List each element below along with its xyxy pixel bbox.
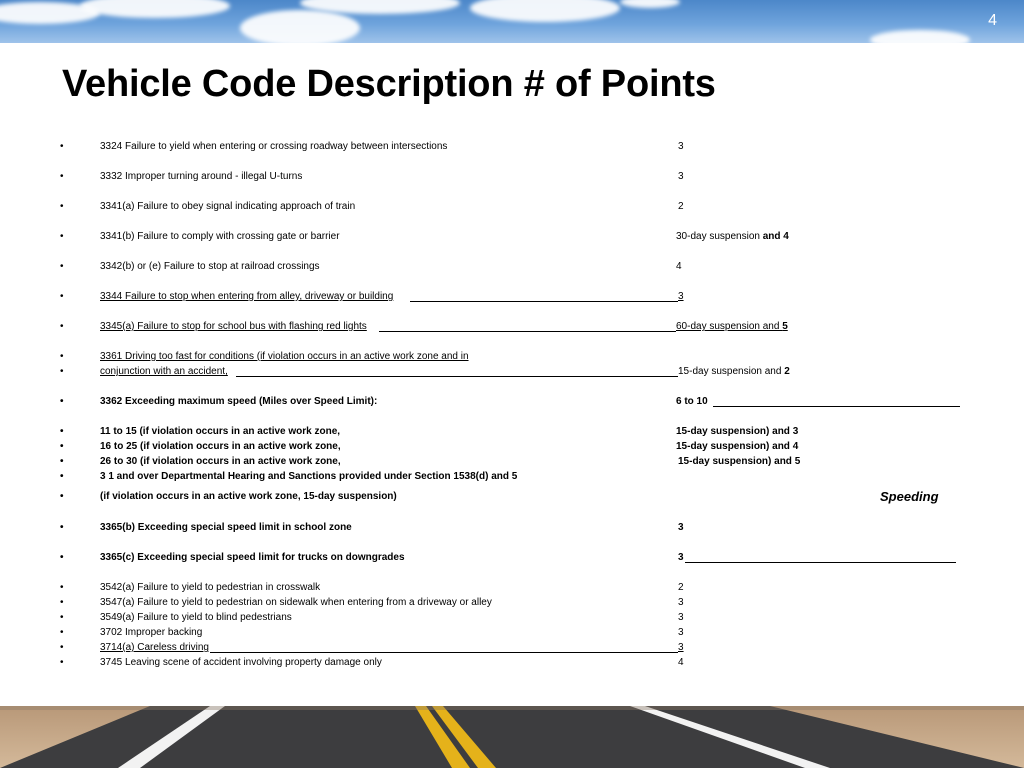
bullet-icon: • (60, 627, 64, 638)
violation-points: 4 (676, 261, 682, 272)
violation-description: 26 to 30 (if violation occurs in an active work zone, (100, 456, 341, 467)
violation-description: 3362 Exceeding maximum speed (Miles over Speed Limit): (100, 396, 378, 407)
list-item (0, 140, 1024, 154)
list-item (0, 521, 1024, 535)
fill-underline (236, 376, 678, 377)
violation-description: 3714(a) Careless driving (100, 642, 209, 653)
bullet-icon: • (60, 171, 64, 182)
list-item (0, 641, 1024, 655)
violation-description: 3324 Failure to yield when entering or crossing roadway between intersections (100, 141, 448, 152)
bullet-icon: • (60, 597, 64, 608)
list-item (0, 455, 1024, 469)
list-item (0, 470, 1024, 484)
bullet-icon: • (60, 231, 64, 242)
violation-description: 3342(b) or (e) Failure to stop at railroad crossings (100, 261, 320, 272)
list-item (0, 170, 1024, 184)
violation-points: 15-day suspension and 2 (678, 366, 790, 377)
violation-description: 3365(b) Exceeding special speed limit in school zone (100, 522, 352, 533)
violation-points: 3 (678, 522, 684, 533)
fill-underline (685, 562, 956, 563)
fill-underline (210, 652, 678, 653)
violation-points: 3 (678, 642, 684, 653)
list-item (0, 551, 1024, 565)
bullet-icon: • (60, 351, 64, 362)
fill-underline (379, 331, 676, 332)
violation-description: 3745 Leaving scene of accident involving property damage only (100, 657, 382, 668)
bullet-icon: • (60, 291, 64, 302)
bullet-icon: • (60, 456, 64, 467)
violation-description: (if violation occurs in an active work zone, 15-day suspension) (100, 491, 397, 502)
violation-description: 3549(a) Failure to yield to blind pedestrians (100, 612, 292, 623)
list-item (0, 490, 1024, 504)
bullet-icon: • (60, 396, 64, 407)
slide-title: Vehicle Code Description # of Points (62, 63, 716, 105)
bullet-icon: • (60, 141, 64, 152)
violation-description: 3345(a) Failure to stop for school bus with flashing red lights (100, 321, 367, 332)
violation-description: 3361 Driving too fast for conditions (if violation occurs in an active work zone and in (100, 351, 469, 362)
violation-description: 3365(c) Exceeding special speed limit for trucks on downgrades (100, 552, 405, 563)
violation-points: 30-day suspension and 4 (676, 231, 789, 242)
violation-description: 3344 Failure to stop when entering from alley, driveway or building (100, 291, 394, 302)
speeding-label: Speeding (880, 489, 939, 504)
violation-points: 3 (678, 627, 684, 638)
violation-description: 3 1 and over Departmental Hearing and Sanctions provided under Section 1538(d) and 5 (100, 471, 518, 482)
list-item (0, 611, 1024, 625)
violation-description: 3547(a) Failure to yield to pedestrian on sidewalk when entering from a driveway or alley (100, 597, 492, 608)
violation-points: 6 to 10 (676, 396, 708, 407)
bullet-icon: • (60, 471, 64, 482)
list-item (0, 350, 1024, 364)
bullet-icon: • (60, 522, 64, 533)
violation-description: 3542(a) Failure to yield to pedestrian in crosswalk (100, 582, 321, 593)
violation-description: 3702 Improper backing (100, 627, 203, 638)
violation-points: 60-day suspension and 5 (676, 321, 788, 332)
fill-underline (410, 301, 678, 302)
list-item (0, 320, 1024, 334)
bullet-icon: • (60, 612, 64, 623)
violation-points: 3 (678, 612, 684, 623)
bullet-icon: • (60, 657, 64, 668)
violation-points: 3 (678, 552, 684, 563)
list-item (0, 656, 1024, 670)
road-image (0, 706, 1024, 768)
violation-description: 16 to 25 (if violation occurs in an active work zone, (100, 441, 341, 452)
list-item (0, 596, 1024, 610)
violation-points: 2 (678, 201, 684, 212)
list-item (0, 626, 1024, 640)
violation-points: 15-day suspension) and 5 (678, 456, 801, 467)
bullet-icon: • (60, 441, 64, 452)
violation-points: 3 (678, 291, 684, 302)
bullet-icon: • (60, 491, 64, 502)
list-item (0, 230, 1024, 244)
list-item (0, 365, 1024, 379)
bullet-icon: • (60, 201, 64, 212)
violation-points: 15-day suspension) and 3 (676, 426, 799, 437)
bullet-icon: • (60, 552, 64, 563)
fill-underline (713, 406, 960, 407)
road-banner-image (0, 706, 1024, 768)
violation-description: 3332 Improper turning around - illegal U-turns (100, 171, 303, 182)
bullet-icon: • (60, 642, 64, 653)
violation-description: 3341(a) Failure to obey signal indicating approach of train (100, 201, 356, 212)
violation-description: conjunction with an accident, (100, 366, 228, 377)
violation-points: 3 (678, 141, 684, 152)
bullet-icon: • (60, 261, 64, 272)
violation-description: 3341(b) Failure to comply with crossing gate or barrier (100, 231, 340, 242)
list-item (0, 260, 1024, 274)
violation-description: 11 to 15 (if violation occurs in an active work zone, (100, 426, 341, 437)
violation-points: 3 (678, 597, 684, 608)
violation-points: 15-day suspension) and 4 (676, 441, 799, 452)
violation-points: 3 (678, 171, 684, 182)
list-item (0, 395, 1024, 409)
page-number: 4 (988, 12, 997, 29)
bullet-icon: • (60, 426, 64, 437)
violation-points: 2 (678, 582, 684, 593)
list-item (0, 425, 1024, 439)
bullet-icon: • (60, 321, 64, 332)
violation-points: 4 (678, 657, 684, 668)
bullet-icon: • (60, 366, 64, 377)
bullet-icon: • (60, 582, 64, 593)
list-item (0, 200, 1024, 214)
list-item (0, 581, 1024, 595)
list-item (0, 440, 1024, 454)
list-item (0, 290, 1024, 304)
